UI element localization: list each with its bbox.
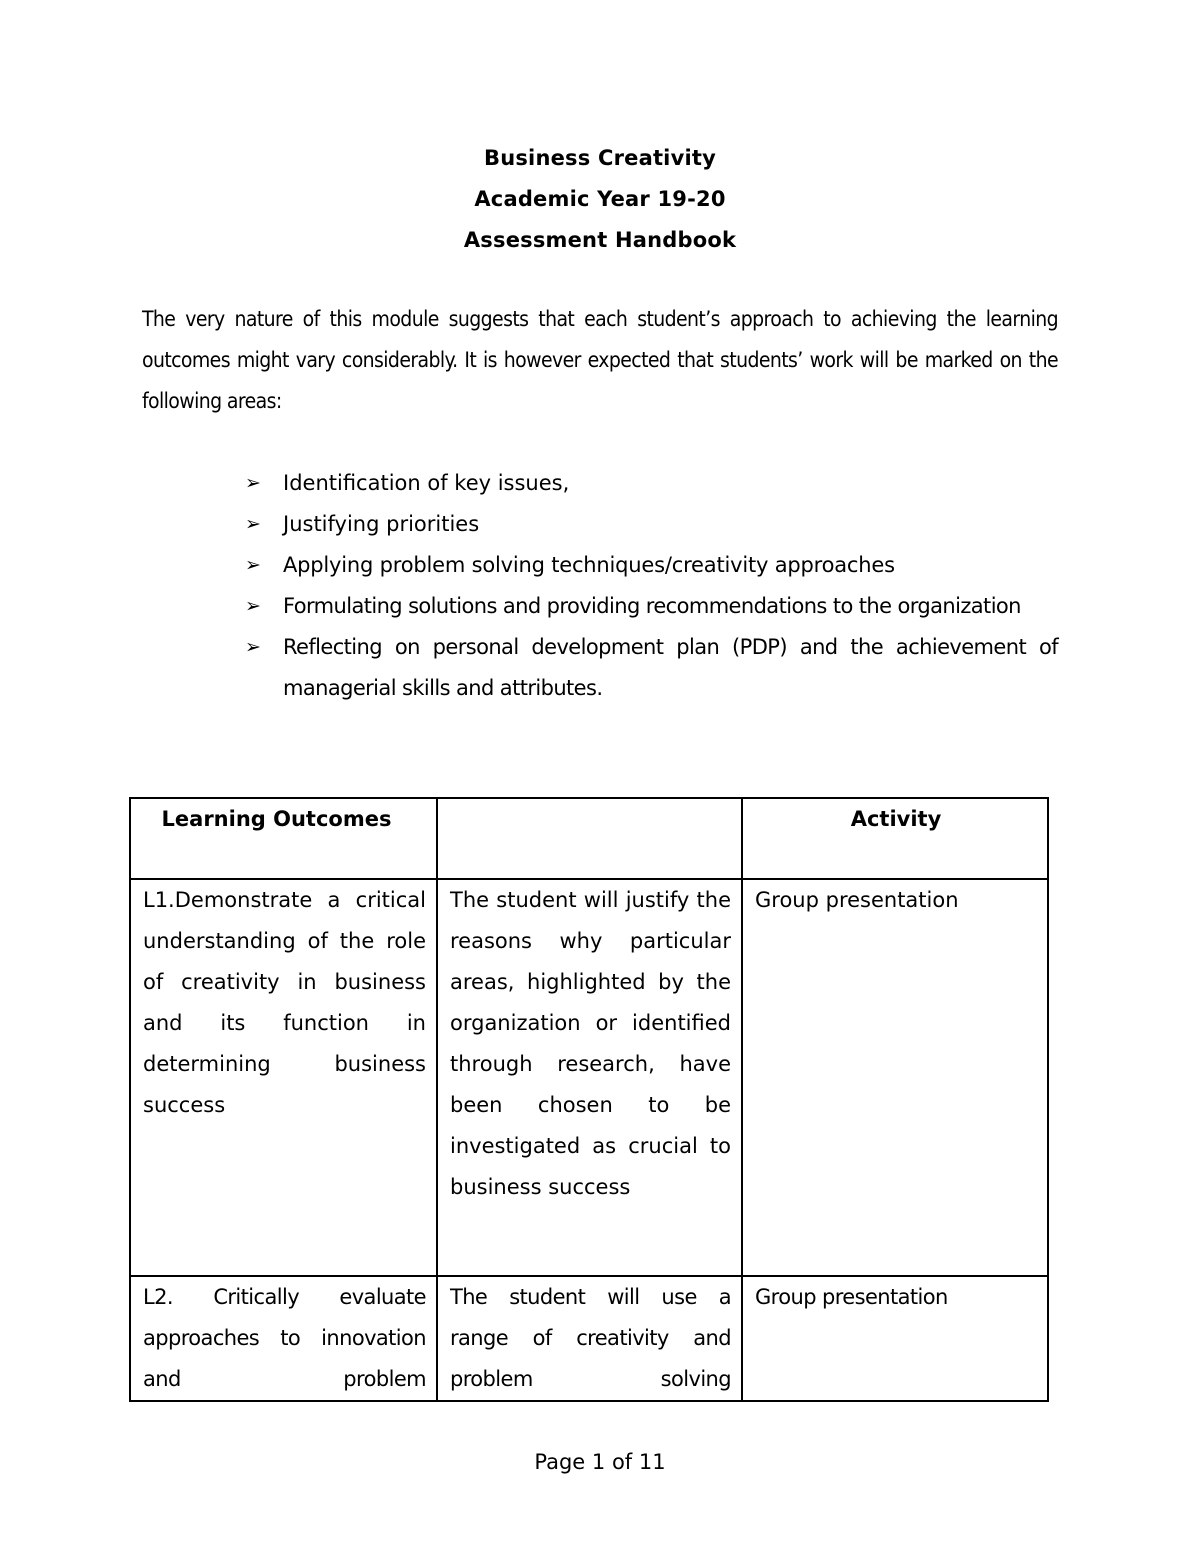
list-item: ➢ Justifying priorities [245, 504, 1058, 545]
arrow-bullet-icon: ➢ [245, 636, 261, 658]
list-item: ➢ Reflecting on personal development plan (PDP) and the achievement of managerial skills and attributes. [245, 627, 1058, 709]
header-learning-outcomes: Learning Outcomes [130, 798, 437, 879]
table-row [130, 879, 1048, 1276]
list-item: ➢ Formulating solutions and providing recommendations to the organization [245, 586, 1058, 627]
criteria-cell: The student will use a range of creativity and problem solving [437, 1276, 742, 1401]
outcome-cell: L2. Critically evaluate approaches to innovation and problem [130, 1276, 437, 1401]
activity-cell: Group presentation [742, 879, 1048, 1276]
header-activity: Activity [742, 798, 1048, 879]
criteria-cell: The student will justify the reasons why particular areas, highlighted by the organization or identified through research, have been chosen to be investigated as crucial to business success [437, 879, 742, 1276]
module-title: Business Creativity [484, 146, 716, 170]
arrow-bullet-icon: ➢ [245, 554, 261, 576]
header-criteria [437, 798, 742, 879]
intro-paragraph: The very nature of this module suggests that each student’s approach to achieving the learning outcomes might vary considerably. It is however expected that students’ work will be marked on the following areas: [142, 307, 1058, 413]
academic-year: Academic Year 19-20 [474, 187, 726, 211]
table-header-row [130, 798, 1048, 879]
marking-areas-list [245, 463, 1058, 709]
activity-cell: Group presentation [742, 1276, 1048, 1401]
arrow-bullet-icon: ➢ [245, 513, 261, 535]
document-title-block [0, 138, 1200, 261]
arrow-bullet-icon: ➢ [245, 595, 261, 617]
list-item: ➢ Applying problem solving techniques/creativity approaches [245, 545, 1058, 586]
arrow-bullet-icon: ➢ [245, 472, 261, 494]
page-number: Page 1 of 11 [534, 1450, 666, 1474]
handbook-title: Assessment Handbook [463, 228, 737, 252]
learning-outcomes-table [129, 797, 1049, 1402]
outcome-cell: L1.Demonstrate a critical understanding of the role of creativity in business and its function in determining business success [130, 879, 437, 1276]
list-item: ➢ Identification of key issues, [245, 463, 1058, 504]
table-row [130, 1276, 1048, 1401]
